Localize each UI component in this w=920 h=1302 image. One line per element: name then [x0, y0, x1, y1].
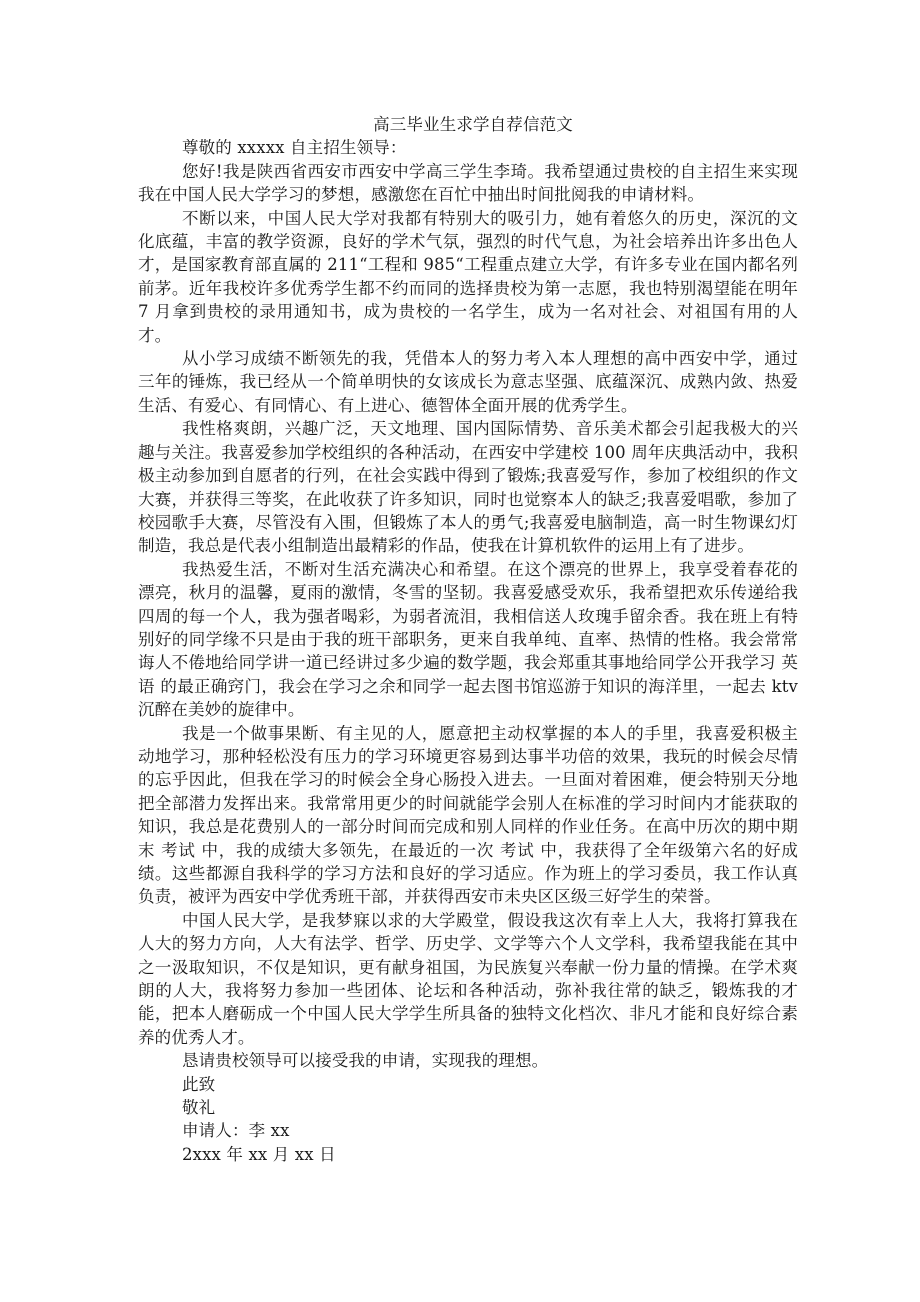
closing-request: 恳请贵校领导可以接受我的申请，实现我的理想。: [182, 1051, 549, 1071]
paragraph-growth: 从小学习成绩不断领先的我，凭借本人的努力考入本人理想的高中西安中学，通过三年的锤炼，我已经从一个简单明快的女该成长为意志坚强、底蕴深沉、成熟内敛、热爱生活、有爱心、有同情心、有上进心、德智体全面开展的优秀学生。: [138, 349, 798, 415]
paragraph-school-attraction: 不断以来，中国人民大学对我都有特别大的吸引力，她有着悠久的历史，深沉的文化底蕴，丰富的教学资源，良好的学术气氛，强烈的时代气息，为社会培养出许多出色人才，是国家教育部直属的 211“工程和 985“工程重点建立大学，有许多专业在国内都名列前茅。近年我校许多优秀学生都不约而同的选择贵校为第一志愿，我也特别渴望能在明年 7 月拿到贵校的录用通知书，成为贵校的一名学生，成为一名对社会、对祖国有用的人才。: [138, 208, 798, 345]
signature: 申请人：李 xx: [182, 1121, 290, 1141]
paragraph-future-plans: 中国人民大学，是我梦寐以求的大学殿堂，假设我这次有幸上人大，我将打算我在人大的努力方向，人大有法学、哲学、历史学、文学等六个人文学科，我希望我能在其中之一汲取知识，不仅是知识，更有献身祖国，为民族复兴奉献一份力量的情操。在学术爽朗的人大，我将努力参加一些团体、论坛和各种活动，弥补我往常的缺乏，锻炼我的才能，把本人磨砺成一个中国人民大学学生所具备的独特文化档次、非凡才能和良好综合素养的优秀人才。: [138, 910, 798, 1047]
document-body: [138, 113, 798, 1166]
paragraph-greeting: 您好!我是陕西省西安市西安中学高三学生李琦。我希望通过贵校的自主招生来实现我在中国人民大学学习的梦想，感激您在百忙中抽出时间批阅我的申请材料。: [138, 161, 798, 205]
salutation: 尊敬的 xxxxx 自主招生领导：: [182, 138, 407, 158]
paragraph-interests: 我性格爽朗，兴趣广泛，天文地理、国内国际情势、音乐美术都会引起我极大的兴趣与关注。我喜爱参加学校组织的各种活动，在西安中学建校 100 周年庆典活动中，我积极主动参加到自愿者的行列，在社会实践中得到了锻炼;我喜爱写作，参加了校组织的作文大赛，并获得三等奖，在此收获了许多知识，同时也觉察本人的缺乏;我喜爱唱歌，参加了校园歌手大赛，尽管没有入围，但锻炼了本人的勇气;我喜爱电脑制造，高一时生物课幻灯制造，我总是代表小组制造出最精彩的作品，使我在计算机软件的运用上有了进步。: [138, 419, 798, 556]
paragraph-study-habits: 我是一个做事果断、有主见的人，愿意把主动权掌握的本人的手里，我喜爱积极主动地学习，那种轻松没有压力的学习环境更容易到达事半功倍的效果，我玩的时候会尽情的忘乎因此，但我在学习的时候会全身心肠投入进去。一旦面对着困难，便会特别天分地把全部潜力发挥出来。我常常用更少的时间就能学会别人在标准的学习时间内才能获取的知识，我总是花费别人的一部分时间而完成和别人同样的作业任务。在高中历次的期中期末 考试 中，我的成绩大多领先，在最近的一次 考试 中，我获得了全年级第六名的好成绩。这些都源自我科学的学习方法和良好的学习适应。作为班上的学习委员，我工作认真负责，被评为西安中学优秀班干部，并获得西安市未央区区级三好学生的荣誉。: [138, 723, 798, 907]
date: 2xxx 年 xx 月 xx 日: [182, 1144, 336, 1164]
paragraph-love-of-life: 我热爱生活，不断对生活充满决心和希望。在这个漂亮的世界上，我享受着春花的漂亮，秋月的温馨，夏雨的激情，冬雪的坚韧。我喜爱感受欢乐，我希望把欢乐传递给我四周的每一个人，我为强者喝彩，为弱者流泪，我相信送人玫瑰手留余香。我在班上有特别好的同学缘不只是由于我的班干部职务，更来自我单纯、直率、热情的性格。我会常常诲人不倦地给同学讲一道已经讲过多少遍的数学题，我会郑重其事地给同学公开我学习 英语 的最正确窍门，我会在学习之余和同学一起去图书馆巡游于知识的海洋里，一起去 ktv 沉醉在美妙的旋律中。: [138, 559, 798, 720]
document-title: 高三毕业生求学自荐信范文: [373, 115, 573, 134]
closing-salutation: 此致: [182, 1074, 216, 1094]
closing-regards: 敬礼: [182, 1098, 216, 1118]
